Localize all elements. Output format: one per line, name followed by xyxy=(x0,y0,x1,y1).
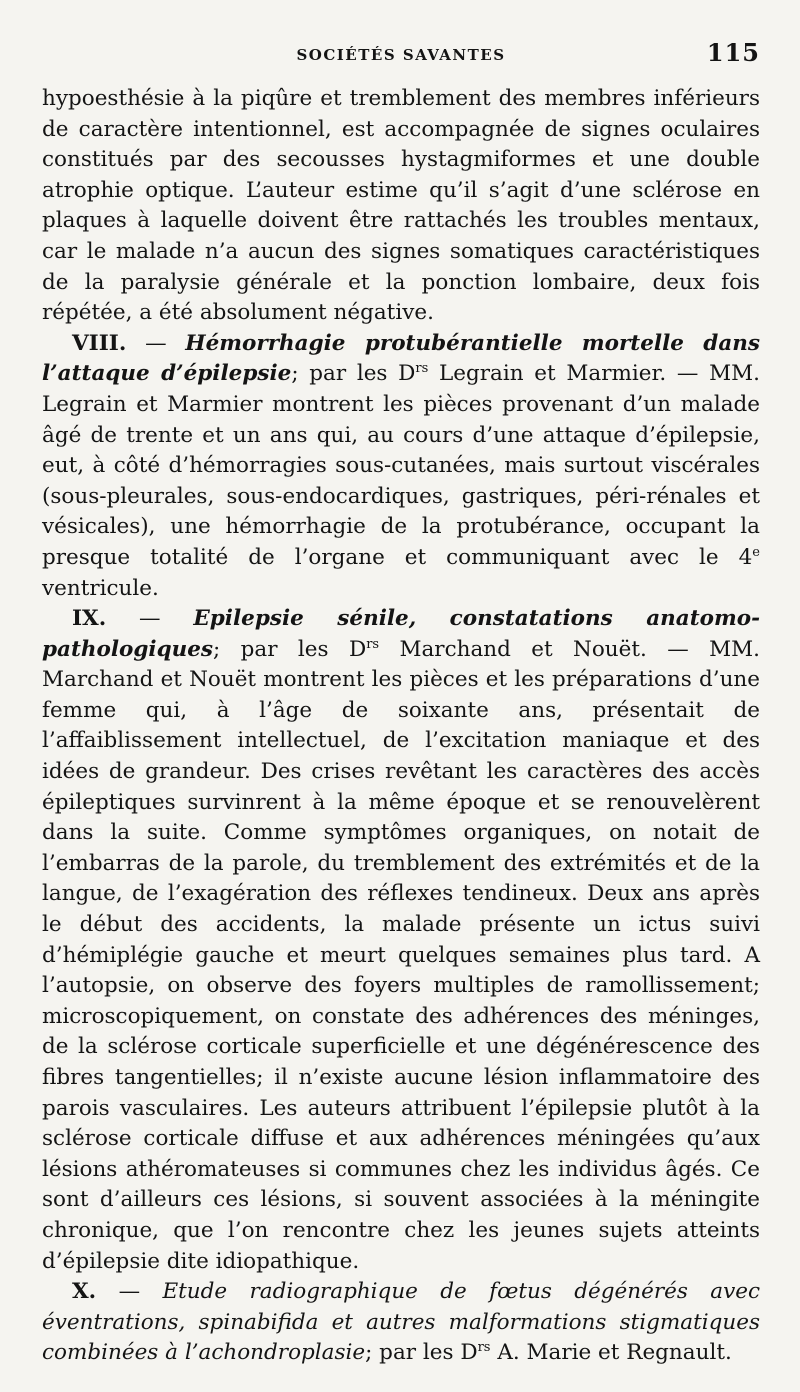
report-number: VIII. xyxy=(72,330,127,356)
page-number: 115 xyxy=(706,38,760,67)
running-title: SOCIÉTÉS SAVANTES xyxy=(296,46,506,64)
report-viii xyxy=(42,329,760,604)
paragraph-text: hypoesthésie à la piqûre et tremblement des membres inférieurs de caractère intentionnel, est accompagnée de signes oculaires constitués par des secousses hystagmiformes et une double atrophie optique. L’auteur estime qu’il s’agit d’une sclérose en plaques à laquelle doivent être rattachés les troubles mentaux, car le malade n’a aucun des signes somatiques caractéristiques de la paralysie générale et la ponction lombaire, deux fois répétée, a été absolument négative. xyxy=(42,86,760,326)
report-body: — MM. Legrain et Marmier montrent les pièces provenant d’un malade âgé de trente et un ans qui, au cours d’une attaque d’épilepsie, eut, à côté d’hémorragies sous-cutanées, mais surtout viscérales (sous-pleurales, sous-endocardiques, gastriques, péri-rénales et vésicales), une hémorrhagie de la protubérance, occupant la presque totalité de l’organe et communiquant avec le 4 xyxy=(42,361,760,570)
byline-prefix: ; par les D xyxy=(365,1340,478,1366)
page-header xyxy=(42,38,760,74)
article-body xyxy=(42,84,760,1369)
superscript-rs: rs xyxy=(366,636,380,652)
dash: — xyxy=(96,1279,163,1305)
report-body-end: ventricule. xyxy=(42,575,159,601)
report-title: Epilepsie sénile, constatations anatomo-pathologiques xyxy=(42,606,760,662)
byline-authors: Legrain et Marmier. xyxy=(428,361,667,387)
report-title: Etude radiographique de fœtus dégénérés avec éventrations, spinabifida et autres malformations stigmatiques combinées à l’achondroplasie xyxy=(42,1279,760,1366)
byline-prefix: ; par les D xyxy=(291,361,416,387)
report-number: IX. xyxy=(72,606,107,632)
dash: — xyxy=(126,330,186,356)
report-ix xyxy=(42,604,760,1277)
report-title: Hémorrhagie protubérantielle mortelle dans l’attaque d’épilepsie xyxy=(42,330,760,387)
report-x xyxy=(42,1277,760,1369)
dash: — xyxy=(106,606,194,632)
report-number: X. xyxy=(72,1279,97,1305)
paragraph-continuation xyxy=(42,84,760,329)
report-body: — MM. Marchand et Nouët montrent les pièces et les préparations d’une femme qui, à l’âge de soixante ans, présentait de l’affaiblissement intellectuel, de l’excitation maniaque et des idées de grandeur. Des crises revêtant les caractères des accès épileptiques survinrent à la même époque et se renouvelèrent dans la suite. Comme symptômes organiques, on notait de l’embarras de la parole, du tremblement des extrémités et de la langue, de l’exagération des réflexes tendineux. Deux ans après le début des accidents, la malade présente un ictus suivi d’hémiplégie gauche et meurt quelques semaines plus tard. A l’autopsie, on observe des foyers multiples de ramollissement; microscopiquement, on constate des adhérences des méninges, de la sclérose corticale superficielle et une dégénérescence des fibres tangentielles; il n’existe aucune lésion inflammatoire des parois vasculaires. Les auteurs attribuent l’épilepsie plutôt à la sclérose corticale diffuse et aux adhérences méningées qu’aux lésions athéromateuses si communes chez les individus âgés. Ce sont d’ailleurs ces lésions, si souvent associées à la méningite chronique, que l’on rencontre chez les jeunes sujets atteints d’épilepsie dite idiopathique. xyxy=(42,636,760,1274)
superscript-rs: rs xyxy=(415,361,429,377)
byline-authors: Marchand et Nouët. xyxy=(379,636,647,662)
byline-prefix: ; par les D xyxy=(213,636,367,662)
superscript-e: e xyxy=(752,544,760,560)
superscript-rs: rs xyxy=(477,1340,491,1356)
byline-authors: A. Marie et Regnault. xyxy=(490,1340,732,1366)
